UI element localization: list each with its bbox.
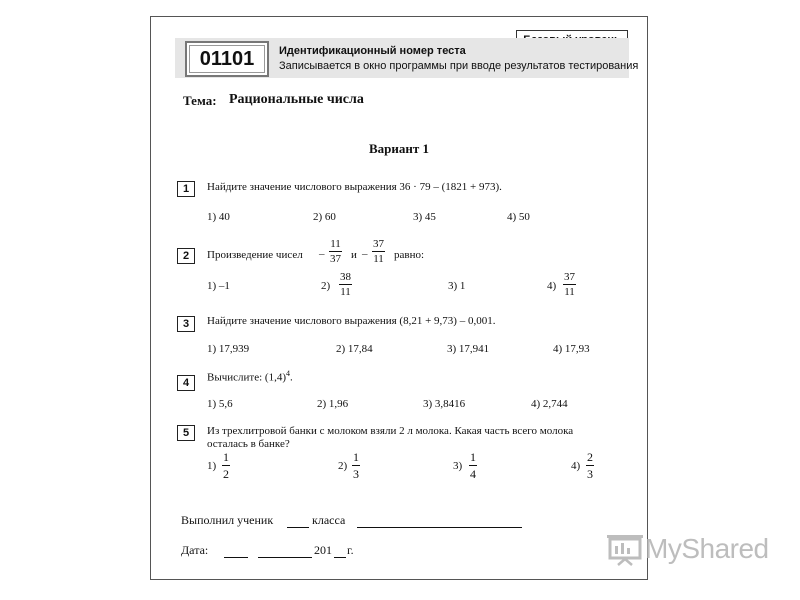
q2-f2-denominator: 11 [373, 253, 384, 265]
question-5-text-line-2: осталась в банке? [207, 438, 290, 450]
q2-fraction-1 [329, 238, 342, 265]
projector-screen-icon [605, 532, 645, 566]
q4-exponent: 4 [285, 369, 290, 378]
q5-a4-numerator: 2 [587, 450, 593, 464]
q2-fraction-2 [372, 238, 385, 265]
q5-a1-denominator: 2 [223, 467, 229, 481]
q5-answer-2-label: 2) [338, 460, 348, 472]
q2-a4-numerator: 37 [564, 271, 575, 283]
q3-answer-2: 2) 17,84 [336, 343, 373, 355]
id-subtitle: Записывается в окно программы при вводе результатов тестирования [279, 60, 639, 72]
question-2-text: Произведение чисел [207, 249, 303, 261]
q5-a2-numerator: 1 [353, 450, 359, 464]
q2-answer-4-label: 4) [547, 280, 557, 292]
q5-answer-2-fraction [352, 450, 360, 481]
topic-value: Рациональные числа [229, 92, 364, 107]
q2-answer-2-label: 2) [321, 280, 331, 292]
year-suffix: г. [347, 543, 354, 557]
q5-a3-denominator: 4 [470, 467, 476, 481]
topic-label: Тема: [183, 93, 217, 108]
question-number-2: 2 [177, 248, 195, 264]
q5-a2-denominator: 3 [353, 467, 359, 481]
day-blank [224, 557, 248, 558]
q4-answer-4: 4) 2,744 [531, 398, 568, 410]
q2-minus-1: – [319, 248, 325, 260]
q2-answer-1: 1) –1 [207, 280, 230, 292]
q5-answer-3-fraction [469, 450, 477, 481]
q3-answer-1: 1) 17,939 [207, 343, 250, 355]
q2-text-after: равно: [394, 249, 425, 261]
q5-a1-numerator: 1 [223, 450, 229, 464]
id-title: Идентификационный номер теста [279, 45, 466, 57]
q4-end: . [289, 371, 293, 384]
q5-a4-denominator: 3 [587, 467, 593, 481]
question-number-1: 1 [177, 181, 195, 197]
question-5-text-line-1: Из трехлитровой банки с молоком взяли 2 л молока. Какая часть всего молока [207, 425, 574, 437]
variant-title: Вариант 1 [368, 141, 430, 156]
q5-answer-4-label: 4) [571, 460, 581, 472]
q2-a2-denominator: 11 [340, 286, 351, 298]
year-blank [334, 557, 346, 558]
q2-answer-4-fraction [563, 271, 576, 298]
q1-answer-4: 4) 50 [507, 211, 530, 223]
q2-f1-numerator: 11 [330, 238, 341, 250]
question-1-text: Найдите значение числового выражения 36 · 79 – (1821 + 973). [207, 181, 502, 193]
student-label: Выполнил ученик [181, 513, 274, 527]
q4-expression: Вычислите: (1,4) [207, 371, 286, 384]
q4-answer-2: 2) 1,96 [317, 398, 349, 410]
q2-minus-2: – [362, 248, 368, 260]
q5-answer-4-fraction [586, 450, 594, 481]
q1-answer-2: 2) 60 [313, 211, 336, 223]
q1-answer-1: 1) 40 [207, 211, 230, 223]
q2-f2-numerator: 37 [373, 238, 384, 250]
q5-answer-1-fraction [222, 450, 230, 481]
q2-f1-denominator: 37 [330, 253, 341, 265]
q3-answer-3: 3) 17,941 [447, 343, 490, 355]
q4-answer-1: 1) 5,6 [207, 398, 233, 410]
month-blank [258, 557, 312, 558]
q2-a4-denominator: 11 [564, 286, 575, 298]
q5-a3-numerator: 1 [470, 450, 476, 464]
watermark-text: MyShared [645, 533, 769, 564]
q4-answer-3: 3) 3,8416 [423, 398, 466, 410]
q5-answer-1-label: 1) [207, 460, 217, 472]
question-number-5: 5 [177, 425, 195, 441]
question-number-4: 4 [177, 375, 195, 391]
q5-answer-3-label: 3) [453, 460, 463, 472]
q2-a2-numerator: 38 [340, 271, 351, 283]
class-label: класса [312, 513, 346, 527]
q2-answer-3: 3) 1 [448, 280, 466, 292]
name-blank [357, 527, 522, 528]
test-sheet [150, 16, 648, 580]
q2-and: и [351, 249, 357, 261]
question-number-3: 3 [177, 316, 195, 332]
q2-answer-2-fraction [339, 271, 352, 298]
q1-answer-3: 3) 45 [413, 211, 436, 223]
watermark [605, 532, 769, 566]
date-label: Дата: [181, 543, 209, 557]
q3-answer-4: 4) 17,93 [553, 343, 590, 355]
grade-blank [287, 527, 309, 528]
question-3-text: Найдите значение числового выражения (8,21 + 9,73) – 0,001. [207, 315, 496, 327]
year-prefix: 201 [314, 543, 332, 557]
test-id-box: 01101 [185, 41, 269, 77]
question-4-text [207, 369, 293, 384]
